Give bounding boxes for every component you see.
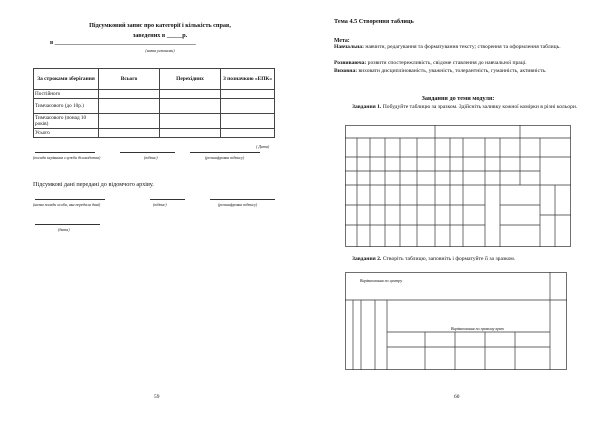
right-aligned-cell: Вирівнювання по правому краю [451, 326, 505, 331]
developing-label: Розвиваюча: [334, 60, 367, 66]
task1-sample-table [345, 125, 571, 247]
task2-text: Створіть таблицю, заповніть і форматуйте її за зразком. [382, 256, 516, 262]
header-transitional: Перехідних [160, 69, 221, 90]
name-caption: (розшифровка підпису) [205, 155, 245, 160]
center-aligned-cell: Вирівнювання по центру [360, 278, 403, 283]
header-total: Всього [99, 69, 160, 90]
table-row [34, 129, 275, 138]
header-epk: З позначкою «ЕПК» [221, 69, 275, 90]
signature-line [120, 152, 175, 153]
table-row [34, 90, 275, 99]
goal-label: Мета: [334, 38, 350, 44]
row-label: Тимчасового (понад 10 років) [34, 114, 99, 129]
summary-table [33, 68, 275, 138]
row-label: Тимчасового (до 10р.) [34, 99, 99, 114]
signature-caption: (підпис) [144, 155, 158, 160]
page-number-right: 60 [454, 394, 460, 400]
learning-label: Навчальна: [334, 44, 364, 50]
signature-line [190, 152, 260, 153]
summary-title-line1: Підсумковий запис про категорії і кількість справ, [89, 22, 231, 29]
summary-title-line2: заведених в _____р. [132, 32, 188, 39]
signature-line [35, 152, 95, 153]
organization-line: в _______________________________________________ [50, 40, 196, 46]
signature-line [150, 199, 185, 200]
task1-label: Завдання 1. [352, 104, 382, 110]
learning-text: навчити, редагування та форматування тексту; створення та оформлення таблиць. [365, 44, 561, 50]
task2-sample-table [345, 272, 567, 370]
table-row [34, 99, 275, 114]
topic-title: Тема 4.5 Створення таблиць [334, 18, 414, 25]
transferor-caption: (назва посади особи, яка передала дані) [33, 202, 101, 207]
task1 [334, 104, 582, 111]
educating-text: виховати дисциплінованість, уважність, толерантність, гуманність, активність. [358, 68, 547, 74]
row-label: Постійного [34, 90, 99, 99]
position-caption: (посада керівника служби діловодства) [33, 155, 101, 160]
date-corner-caption: ( Дата) [256, 144, 270, 149]
signature-line [210, 199, 275, 200]
organization-caption: (назва установи) [145, 48, 175, 53]
developing-text: розвити спостережливість, свідоме ставлення до навчальної праці. [367, 60, 527, 66]
name-caption: (розшифровка підпису) [218, 202, 258, 207]
developing-goal [334, 60, 582, 67]
signature-line [35, 199, 105, 200]
tasks-heading: Завдання до теми модуля: [421, 95, 495, 102]
transfer-text: Підсумкові дані передані до відомчого архіву. [33, 181, 154, 188]
signature-caption: (підпис) [153, 202, 167, 207]
educating-goal [334, 68, 582, 75]
task2-label: Завдання 2. [352, 256, 382, 262]
educating-label: Виховна: [334, 68, 358, 74]
learning-goal [334, 44, 582, 51]
task2 [334, 256, 582, 263]
table-row [34, 114, 275, 129]
date-caption: (дата) [58, 227, 70, 232]
task1-text: Побудуйте таблицю за зразком. Здійсніть заливку кожної комірки в різні кольори. [382, 104, 578, 110]
header-storage-term: За строками зберігання [34, 69, 99, 90]
page-number-left: 59 [154, 394, 160, 400]
date-line [35, 224, 100, 225]
row-label: Усього [34, 129, 99, 138]
